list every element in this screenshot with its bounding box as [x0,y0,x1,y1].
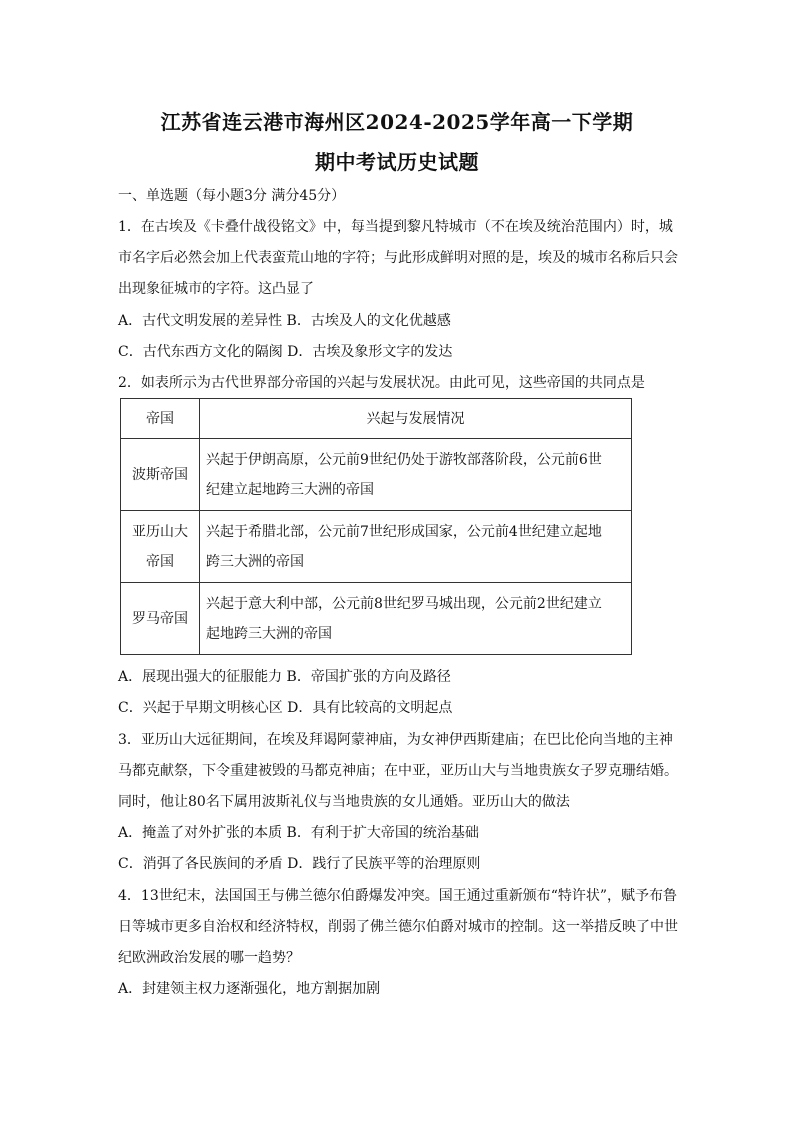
q3-option-line: A．掩盖了对外扩张的本质 B．有利于扩大帝国的统治基础 [118,825,479,841]
empire-name-cell [121,583,200,655]
empire-name: 亚历山大 [132,523,188,540]
q2-option-line: A．展现出强大的征服能力 B．帝国扩张的方向及路径 [118,669,451,685]
q4-option-line: A．封建领主权力逐渐强化，地方割据加剧 [118,981,381,997]
q3-stem-line: 马都克献祭，下令重建被毁的马都克神庙；在中亚，亚历山大与当地贵族女子罗克珊结婚。 [118,763,678,779]
exam-title-line1: 江苏省连云港市海州区2024-2025学年高一下学期 [160,110,634,134]
table-row [121,439,632,511]
empire-name-cell [121,439,200,511]
q4-stem-line: 日等城市更多自治权和经济特权，削弱了佛兰德尔伯爵对城市的控制。这一举措反映了中世 [118,919,678,935]
empire-desc-line: 起地跨三大洲的帝国 [206,625,332,642]
table-row [121,511,632,583]
exam-title-line2: 期中考试历史试题 [315,150,479,174]
empire-name-cell [121,511,200,583]
q1-stem-line: 1．在古埃及《卡叠什战役铭文》中，每当提到黎凡特城市（不在埃及统治范围内）时，城 [118,219,673,235]
q1-option-line: C．古代东西方文化的隔阂 D．古埃及象形文字的发达 [118,344,453,360]
empire-desc-line: 纪建立起地跨三大洲的帝国 [206,481,374,498]
q2-option-line: C．兴起于早期文明核心区 D．具有比较高的文明起点 [118,700,453,716]
empire-desc-line: 兴起于希腊北部，公元前7世纪形成国家，公元前4世纪建立起地 [206,523,602,540]
section-heading: 一、单选题（每小题3分 满分45分） [118,188,346,204]
empire-desc-cell [200,583,632,655]
table-row [121,583,632,655]
q3-stem-line: 同时，他让80名下属用波斯礼仪与当地贵族的女儿通婚。亚历山大的做法 [118,794,570,810]
q4-stem-line: 4．13世纪末，法国国王与佛兰德尔伯爵爆发冲突。国王通过重新颁布“特许状”，赋予布鲁 [118,888,678,904]
empire-name: 罗马帝国 [132,610,188,627]
table-header-cell: 兴起与发展情况 [200,399,632,439]
q1-option-line: A．古代文明发展的差异性 B．古埃及人的文化优越感 [118,313,451,329]
empire-table [120,398,632,655]
table-header-cell: 帝国 [121,399,200,439]
empire-desc-cell [200,439,632,511]
q1-stem-line: 市名字后必然会加上代表蛮荒山地的字符；与此形成鲜明对照的是，埃及的城市名称后只会 [118,250,678,266]
empire-desc-cell [200,511,632,583]
empire-name: 波斯帝国 [132,466,188,483]
empire-desc-line: 跨三大洲的帝国 [206,553,304,570]
table-header-row [121,399,632,439]
q1-stem-line: 出现象征城市的字符。这凸显了 [118,281,314,297]
empire-name: 帝国 [146,553,174,570]
q4-stem-line: 纪欧洲政治发展的哪一趋势？ [118,950,300,966]
empire-desc-line: 兴起于意大利中部，公元前8世纪罗马城出现，公元前2世纪建立 [206,595,602,612]
q3-stem-line: 3．亚历山大远征期间，在埃及拜谒阿蒙神庙，为女神伊西斯建庙；在巴比伦向当地的主神 [118,732,673,748]
q2-stem: 2．如表所示为古代世界部分帝国的兴起与发展状况。由此可见，这些帝国的共同点是 [118,375,645,391]
empire-desc-line: 兴起于伊朗高原，公元前9世纪仍处于游牧部落阶段，公元前6世 [206,451,602,468]
q3-option-line: C．消弭了各民族间的矛盾 D．践行了民族平等的治理原则 [118,856,481,872]
